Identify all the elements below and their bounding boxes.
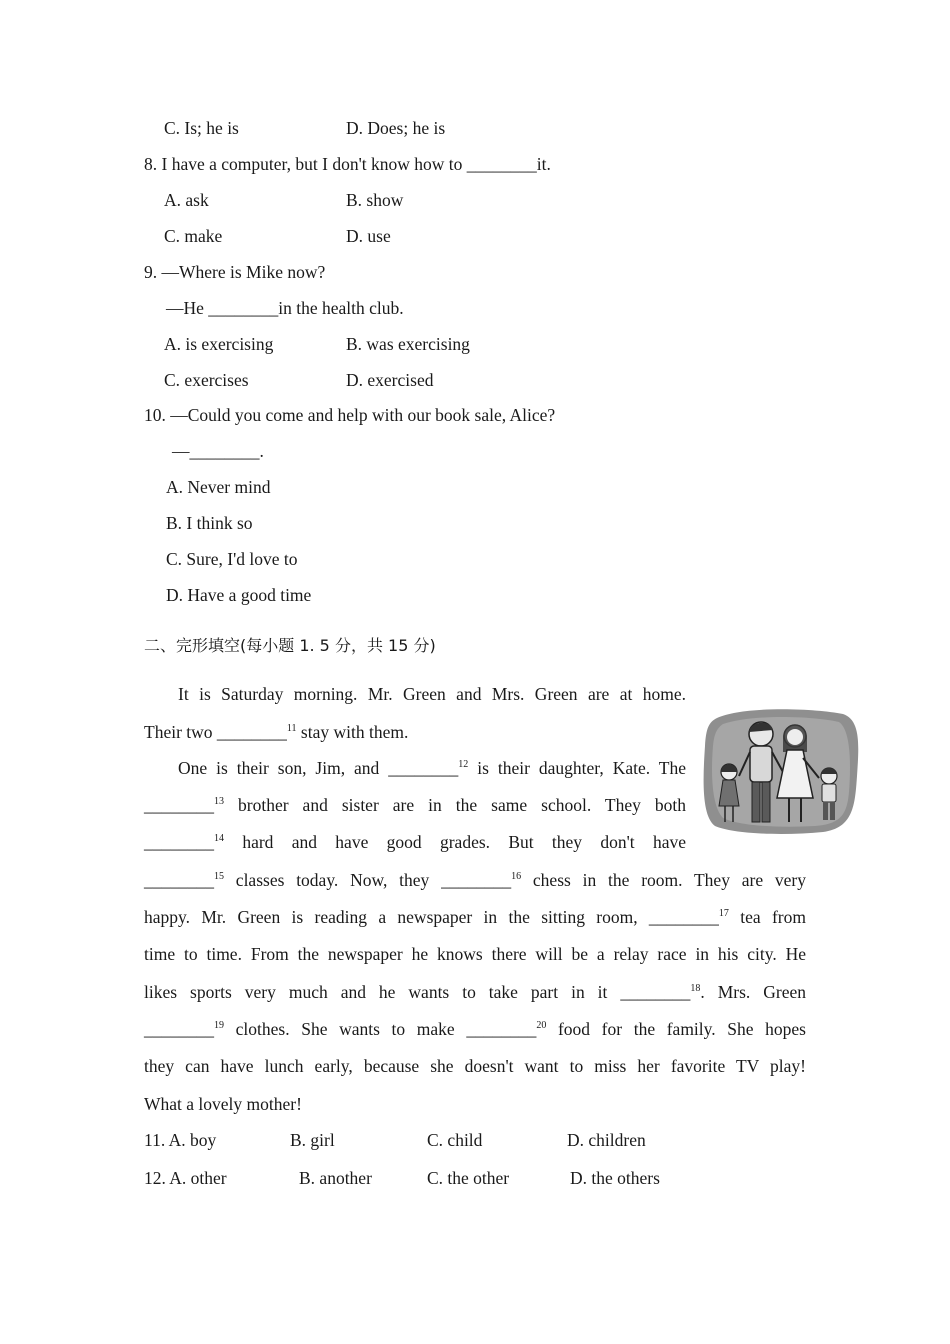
passage-text: ________ — [144, 832, 214, 852]
passage-text: ________ — [144, 1019, 214, 1039]
blank-number: 19 — [214, 1020, 224, 1031]
passage-text: ________ — [144, 870, 214, 890]
passage-text: classes today. Now, they ________ — [224, 870, 512, 890]
passage-line — [144, 794, 686, 816]
q11-option-d: D. children — [567, 1130, 646, 1150]
passage-line — [178, 757, 686, 779]
q8-option-a: A. ask — [164, 190, 209, 210]
q11-option-b: B. girl — [290, 1130, 335, 1150]
q9-option-c: C. exercises — [164, 370, 249, 390]
family-illustration — [703, 706, 859, 834]
passage-line — [144, 721, 408, 743]
q8-option-d: D. use — [346, 226, 391, 246]
blank-number: 16 — [511, 871, 522, 882]
passage-line — [144, 906, 806, 928]
q11-option-a: 11. A. boy — [144, 1130, 217, 1150]
q10-option-c: C. Sure, I'd love to — [166, 549, 298, 569]
q12-option-b: B. another — [299, 1168, 372, 1188]
q7-option-c: C. Is; he is — [164, 118, 239, 138]
passage-text: happy. Mr. Green is reading a newspaper in the sitting room, ________ — [144, 907, 719, 927]
passage-line: time to time. From the newspaper he knows there will be a relay race in his city. He — [144, 944, 806, 964]
passage-text: hard and have good grades. But they don't have — [224, 832, 686, 852]
passage-line: It is Saturday morning. Mr. Green and Mrs. Green are at home. — [178, 684, 686, 704]
passage-text: ________ — [144, 795, 214, 815]
q8-stem: 8. I have a computer, but I don't know how to ________it. — [144, 154, 551, 174]
passage-text: likes sports very much and he wants to take part in it ________ — [144, 982, 691, 1002]
passage-line — [144, 1018, 806, 1040]
passage-line: What a lovely mother! — [144, 1094, 302, 1114]
q11-option-c: C. child — [427, 1130, 483, 1150]
q12-option-d: D. the others — [570, 1168, 660, 1188]
blank-number: 18 — [690, 983, 701, 994]
passage-line — [144, 831, 686, 853]
passage-text: clothes. She wants to make ________ — [224, 1019, 537, 1039]
blank-number: 17 — [718, 908, 729, 919]
passage-line — [144, 869, 806, 891]
passage-text: food for the family. She hopes — [546, 1019, 806, 1039]
blank-number: 12 — [458, 759, 469, 770]
passage-text: One is their son, Jim, and ________ — [178, 758, 459, 778]
q8-option-c: C. make — [164, 226, 223, 246]
q10-stem: 10. —Could you come and help with our book sale, Alice? — [144, 405, 556, 425]
q7-option-d: D. Does; he is — [346, 118, 446, 138]
q10-option-b: B. I think so — [166, 513, 253, 533]
passage-text: stay with them. — [296, 722, 409, 742]
q9-option-a: A. is exercising — [164, 334, 274, 354]
blank-number: 14 — [214, 833, 224, 844]
q9-option-b: B. was exercising — [346, 334, 470, 354]
passage-line: they can have lunch early, because she doesn't want to miss her favorite TV play! — [144, 1056, 806, 1076]
passage-text: . Mrs. Green — [700, 982, 806, 1002]
passage-text: tea from — [728, 907, 806, 927]
passage-line — [144, 981, 806, 1003]
family-drawing — [703, 706, 859, 834]
q10-option-a: A. Never mind — [166, 477, 271, 497]
section-heading: 二、完形填空(每小题 1. 5 分，共 15 分) — [144, 636, 436, 655]
passage-text: is their daughter, Kate. The — [468, 758, 686, 778]
passage-text: Their two ________ — [144, 722, 287, 742]
q9-stem: 9. —Where is Mike now? — [144, 262, 326, 282]
q10-answer-line: —________. — [172, 441, 264, 461]
blank-number: 11 — [286, 723, 297, 734]
q10-option-d: D. Have a good time — [166, 585, 312, 605]
q12-option-a: 12. A. other — [144, 1168, 227, 1188]
passage-text: brother and sister are in the same school. They both — [224, 795, 686, 815]
q8-option-b: B. show — [346, 190, 404, 210]
q9-answer-line: —He ________in the health club. — [166, 298, 404, 318]
blank-number: 20 — [536, 1020, 547, 1031]
passage-text: chess in the room. They are very — [521, 870, 807, 890]
q9-option-d: D. exercised — [346, 370, 434, 390]
q12-option-c: C. the other — [427, 1168, 510, 1188]
blank-number: 15 — [214, 871, 224, 882]
blank-number: 13 — [214, 796, 224, 807]
